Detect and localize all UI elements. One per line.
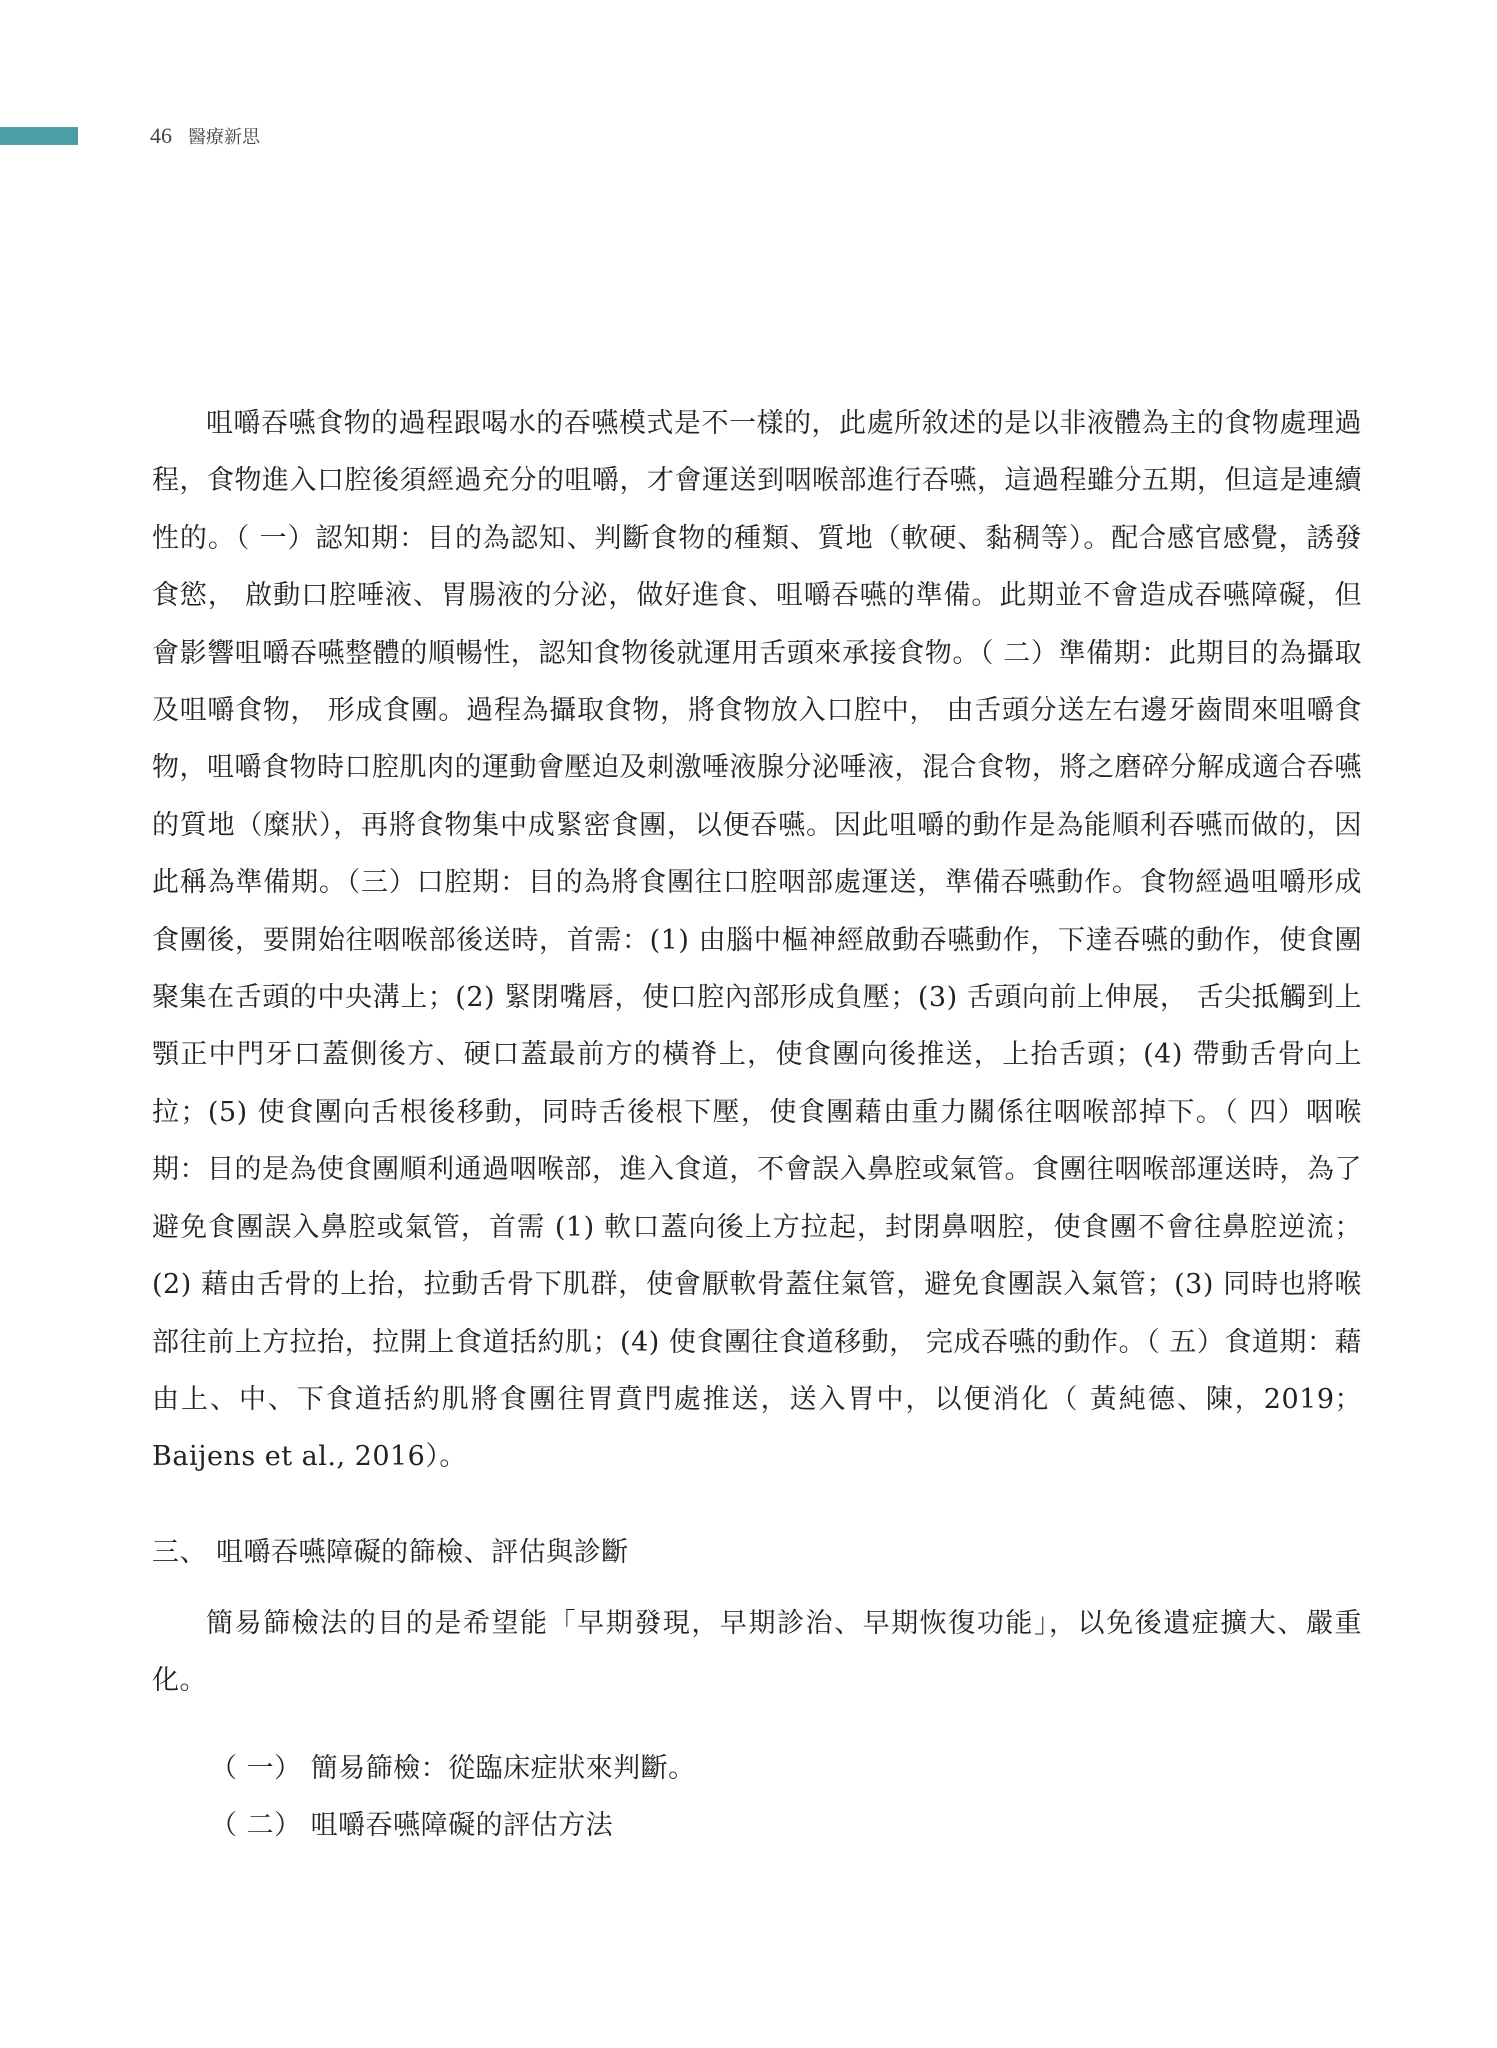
section-heading: 三、 咀嚼吞嚥障礙的篩檢、評估與診斷 <box>152 1536 629 1568</box>
journal-name: 醫療新思 <box>188 127 260 148</box>
paragraph-screening-purpose: 簡易篩檢法的目的是希望能「早期發現，早期診治、早期恢復功能」，以免後遺症擴大、嚴重化。 <box>152 1607 1362 1697</box>
paragraph-swallowing-phases: 咀嚼吞嚥食物的過程跟喝水的吞嚥模式是不一樣的，此處所敘述的是以非液體為主的食物處理過程，食物進入口腔後須經過充分的咀嚼，才會運送到咽喉部進行吞嚥，這過程雖分五期，但這是連續性的。（ 一）認知期：目的為認知、判斷食物的種類、質地（軟硬、黏稠等）。配合感官感覺，誘發食慾， 啟動口腔唾液、胃腸液的分泌，做好進食、咀嚼吞嚥的準備。此期並不會造成吞嚥障礙，但會影響咀嚼吞嚥整體的順暢性，認知食物後就運用舌頭來承接食物。（ 二）準備期：此期目的為攝取及咀嚼食物， 形成食團。過程為攝取食物，將食物放入口腔中， 由舌頭分送左右邊牙齒間來咀嚼食物，咀嚼食物時口腔肌肉的運動會壓迫及刺激唾液腺分泌唾液，混合食物，將之磨碎分解成適合吞嚥的質地（糜狀），再將食物集中成緊密食團，以便吞嚥。因此咀嚼的動作是為能順利吞嚥而做的，因此稱為準備期。（三）口腔期：目的為將食團往口腔咽部處運送，準備吞嚥動作。食物經過咀嚼形成食團後，要開始往咽喉部後送時，首需：(1) 由腦中樞神經啟動吞嚥動作，下達吞嚥的動作，使食團聚集在舌頭的中央溝上；(2) 緊閉嘴唇，使口腔內部形成負壓；(3) 舌頭向前上伸展， 舌尖抵觸到上顎正中門牙口蓋側後方、硬口蓋最前方的橫脊上，使食團向後推送，上抬舌頭；(4) 帶動舌骨向上拉；(5) 使食團向舌根後移動，同時舌後根下壓，使食團藉由重力關係往咽喉部掉下。（ 四）咽喉期：目的是為使食團順利通過咽喉部，進入食道，不會誤入鼻腔或氣管。食團往咽喉部運送時，為了避免食團誤入鼻腔或氣管，首需 (1) 軟口蓋向後上方拉起，封閉鼻咽腔，使食團不會往鼻腔逆流；(2) 藉由舌骨的上抬，拉動舌骨下肌群，使會厭軟骨蓋住氣管，避免食團誤入氣管；(3) 同時也將喉部往前上方拉抬，拉開上食道括約肌；(4) 使食團往食道移動， 完成吞嚥的動作。（ 五）食道期：藉由上、中、下食道括約肌將食團往胃賁門處推送，送入胃中，以便消化（ 黃純德、陳，2019；Baijens et al., 2016）。 <box>152 408 1362 1473</box>
subitem-simple-screening: （ 一） 簡易篩檢：從臨床症狀來判斷。 <box>210 1752 696 1784</box>
main-content <box>152 395 1362 1854</box>
header-accent-bar <box>0 127 78 145</box>
page-number: 46 <box>150 123 172 148</box>
subitem-assessment-methods: （ 二） 咀嚼吞嚥障礙的評估方法 <box>210 1809 614 1841</box>
running-head <box>150 120 260 152</box>
